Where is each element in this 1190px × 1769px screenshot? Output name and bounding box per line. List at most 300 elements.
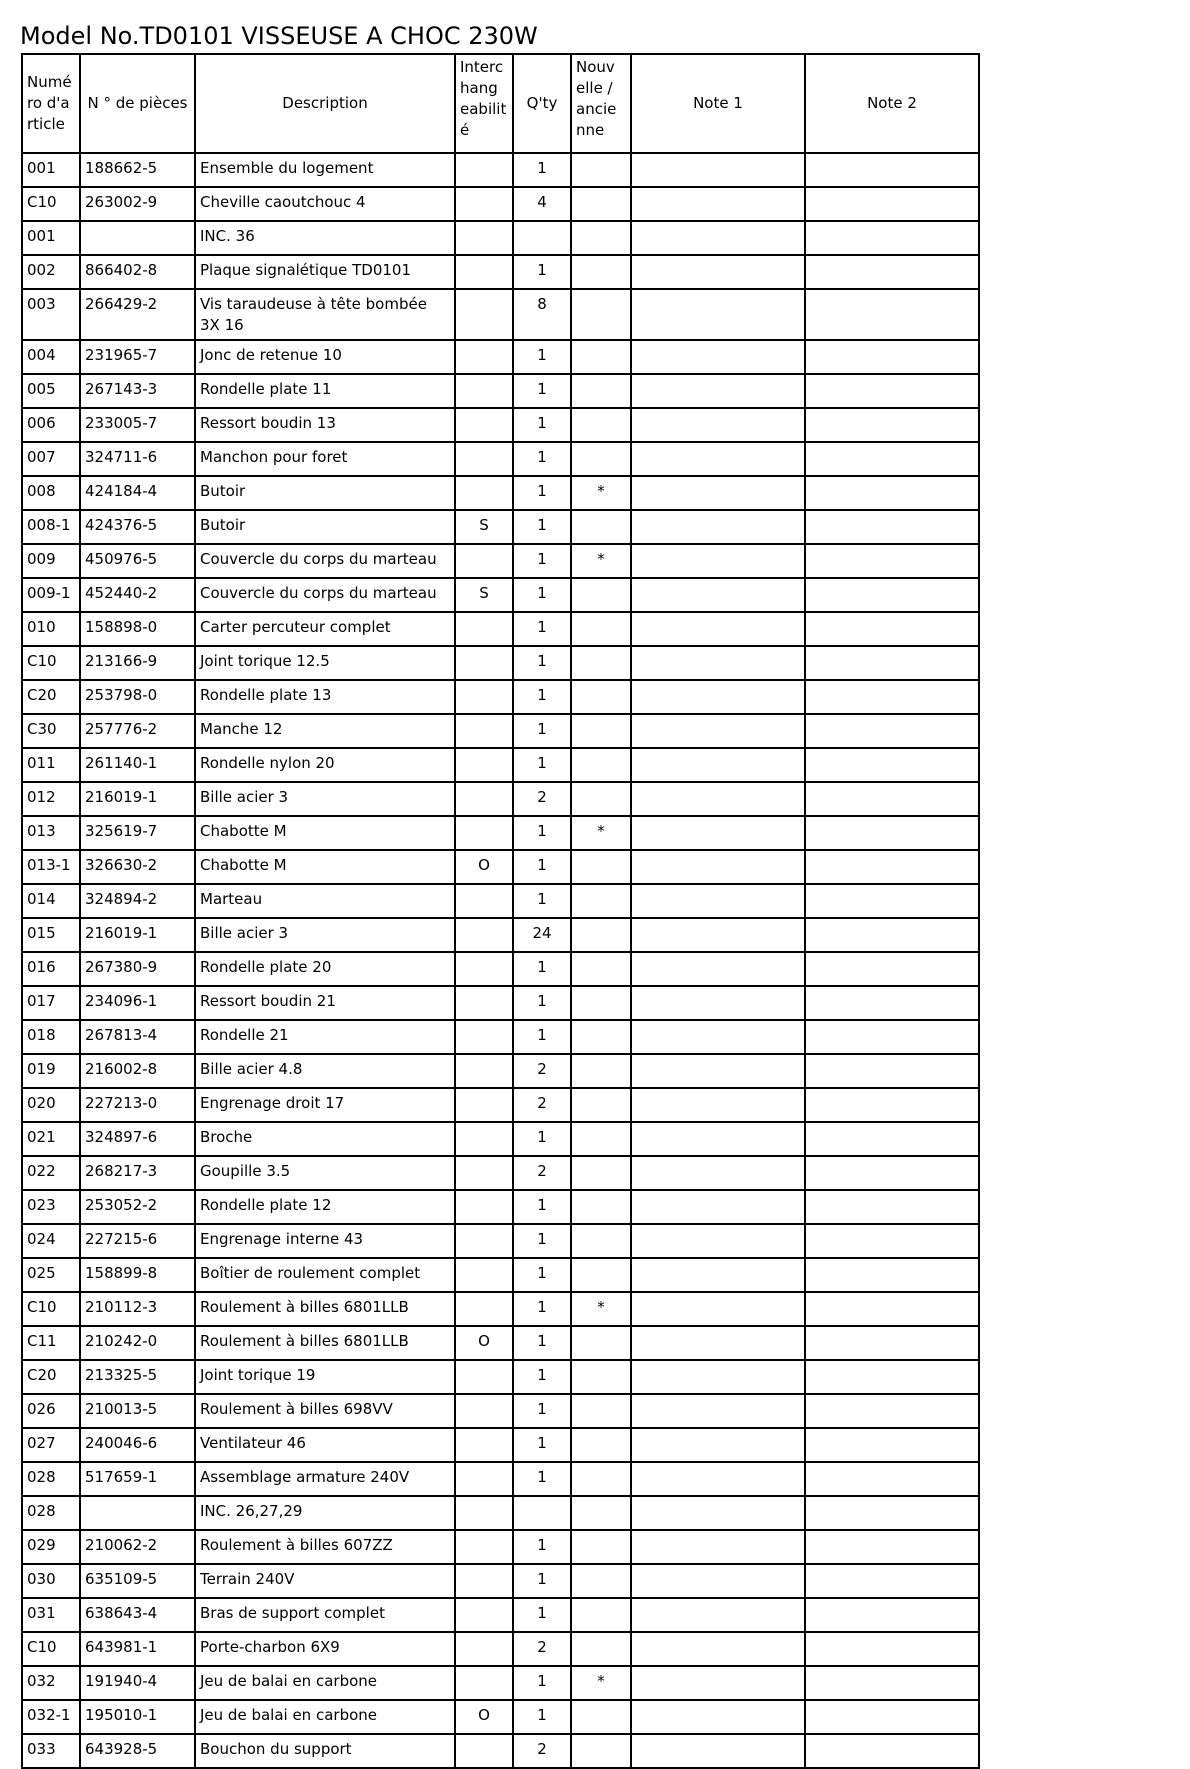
cell-description: Boîtier de roulement complet [195, 1258, 455, 1292]
cell-part-number: 324711-6 [80, 442, 195, 476]
cell-note-2 [805, 1734, 979, 1768]
cell-note-1 [631, 1496, 805, 1530]
cell-part-number: 216019-1 [80, 918, 195, 952]
cell-interchangeability [455, 986, 513, 1020]
cell-item-number: 013-1 [22, 850, 80, 884]
cell-description: Chabotte M [195, 850, 455, 884]
cell-quantity: 1 [513, 646, 571, 680]
cell-item-number: 030 [22, 1564, 80, 1598]
table-row [22, 1700, 979, 1734]
cell-note-1 [631, 221, 805, 255]
cell-interchangeability [455, 782, 513, 816]
cell-description: Jeu de balai en carbone [195, 1666, 455, 1700]
table-row [22, 1462, 979, 1496]
table-row [22, 612, 979, 646]
cell-new-old [571, 612, 631, 646]
cell-interchangeability [455, 748, 513, 782]
cell-new-old [571, 408, 631, 442]
cell-note-2 [805, 884, 979, 918]
cell-quantity: 1 [513, 255, 571, 289]
cell-note-2 [805, 646, 979, 680]
cell-quantity: 1 [513, 680, 571, 714]
cell-new-old [571, 1224, 631, 1258]
cell-note-2 [805, 816, 979, 850]
cell-part-number: 517659-1 [80, 1462, 195, 1496]
table-row [22, 340, 979, 374]
cell-description: Engrenage droit 17 [195, 1088, 455, 1122]
cell-item-number: 002 [22, 255, 80, 289]
cell-new-old [571, 1258, 631, 1292]
cell-item-number: 014 [22, 884, 80, 918]
cell-part-number: 210062-2 [80, 1530, 195, 1564]
cell-interchangeability [455, 1224, 513, 1258]
table-row [22, 1088, 979, 1122]
table-row [22, 544, 979, 578]
cell-quantity: 1 [513, 1326, 571, 1360]
cell-item-number: 023 [22, 1190, 80, 1224]
cell-description: Broche [195, 1122, 455, 1156]
cell-note-2 [805, 1700, 979, 1734]
cell-note-1 [631, 187, 805, 221]
cell-new-old [571, 748, 631, 782]
cell-note-1 [631, 612, 805, 646]
cell-interchangeability [455, 816, 513, 850]
cell-note-2 [805, 1122, 979, 1156]
cell-interchangeability [455, 680, 513, 714]
cell-note-1 [631, 1700, 805, 1734]
cell-interchangeability [455, 1360, 513, 1394]
cell-note-2 [805, 680, 979, 714]
table-row [22, 646, 979, 680]
cell-new-old: * [571, 476, 631, 510]
cell-part-number: 216002-8 [80, 1054, 195, 1088]
cell-interchangeability [455, 1190, 513, 1224]
cell-interchangeability [455, 952, 513, 986]
cell-note-2 [805, 578, 979, 612]
cell-item-number: C10 [22, 1292, 80, 1326]
cell-description: Marteau [195, 884, 455, 918]
table-row [22, 187, 979, 221]
cell-interchangeability [455, 1428, 513, 1462]
table-row [22, 510, 979, 544]
cell-description: Joint torique 19 [195, 1360, 455, 1394]
cell-part-number: 210112-3 [80, 1292, 195, 1326]
cell-quantity: 1 [513, 748, 571, 782]
cell-note-1 [631, 476, 805, 510]
cell-quantity: 1 [513, 1122, 571, 1156]
table-row [22, 1394, 979, 1428]
cell-quantity [513, 221, 571, 255]
cell-note-2 [805, 510, 979, 544]
cell-item-number: 026 [22, 1394, 80, 1428]
header-part-number: N ° de pièces [80, 54, 195, 153]
cell-new-old [571, 340, 631, 374]
cell-note-1 [631, 816, 805, 850]
cell-description: Rondelle plate 13 [195, 680, 455, 714]
cell-description: INC. 36 [195, 221, 455, 255]
cell-note-1 [631, 578, 805, 612]
cell-description: Bille acier 3 [195, 782, 455, 816]
cell-interchangeability [455, 153, 513, 187]
cell-note-1 [631, 1428, 805, 1462]
header-row [22, 54, 979, 153]
cell-description: Jeu de balai en carbone [195, 1700, 455, 1734]
header-item-number: Numé ro d'a rticle [22, 54, 80, 153]
cell-description: Bouchon du support [195, 1734, 455, 1768]
cell-interchangeability [455, 340, 513, 374]
cell-interchangeability [455, 918, 513, 952]
parts-table [21, 53, 980, 1769]
cell-item-number: 024 [22, 1224, 80, 1258]
cell-part-number: 240046-6 [80, 1428, 195, 1462]
cell-note-2 [805, 1360, 979, 1394]
cell-note-1 [631, 1292, 805, 1326]
cell-part-number: 452440-2 [80, 578, 195, 612]
cell-note-2 [805, 1598, 979, 1632]
cell-item-number: 018 [22, 1020, 80, 1054]
cell-quantity: 4 [513, 187, 571, 221]
cell-interchangeability [455, 1258, 513, 1292]
cell-note-2 [805, 1394, 979, 1428]
cell-item-number: C20 [22, 1360, 80, 1394]
cell-item-number: 008-1 [22, 510, 80, 544]
cell-new-old [571, 1734, 631, 1768]
cell-quantity: 1 [513, 1598, 571, 1632]
cell-new-old [571, 1496, 631, 1530]
cell-description: Roulement à billes 698VV [195, 1394, 455, 1428]
cell-interchangeability [455, 1122, 513, 1156]
cell-new-old [571, 1326, 631, 1360]
cell-part-number: 324894-2 [80, 884, 195, 918]
cell-note-1 [631, 1326, 805, 1360]
cell-item-number: 020 [22, 1088, 80, 1122]
cell-item-number: 021 [22, 1122, 80, 1156]
cell-description: Rondelle plate 12 [195, 1190, 455, 1224]
cell-description: Ensemble du logement [195, 153, 455, 187]
table-row [22, 1122, 979, 1156]
cell-interchangeability [455, 1292, 513, 1326]
cell-note-2 [805, 1632, 979, 1666]
cell-note-1 [631, 1360, 805, 1394]
header-note-2: Note 2 [805, 54, 979, 153]
table-row [22, 884, 979, 918]
cell-new-old [571, 1122, 631, 1156]
cell-note-2 [805, 918, 979, 952]
cell-item-number: C10 [22, 1632, 80, 1666]
table-row [22, 1224, 979, 1258]
table-row [22, 918, 979, 952]
cell-note-1 [631, 374, 805, 408]
cell-part-number: 866402-8 [80, 255, 195, 289]
cell-interchangeability [455, 374, 513, 408]
cell-note-1 [631, 646, 805, 680]
cell-description: Butoir [195, 510, 455, 544]
cell-part-number: 191940-4 [80, 1666, 195, 1700]
cell-item-number: 028 [22, 1496, 80, 1530]
cell-item-number: 001 [22, 153, 80, 187]
cell-item-number: 004 [22, 340, 80, 374]
cell-description: Bras de support complet [195, 1598, 455, 1632]
cell-description: Jonc de retenue 10 [195, 340, 455, 374]
cell-note-2 [805, 1054, 979, 1088]
table-row [22, 1190, 979, 1224]
cell-note-2 [805, 187, 979, 221]
cell-quantity: 1 [513, 1564, 571, 1598]
cell-part-number [80, 1496, 195, 1530]
cell-item-number: 010 [22, 612, 80, 646]
cell-quantity: 1 [513, 986, 571, 1020]
cell-item-number: 009 [22, 544, 80, 578]
cell-item-number: 007 [22, 442, 80, 476]
cell-description: Cheville caoutchouc 4 [195, 187, 455, 221]
cell-interchangeability [455, 1530, 513, 1564]
cell-description: Manche 12 [195, 714, 455, 748]
cell-new-old: * [571, 1292, 631, 1326]
cell-description: Porte-charbon 6X9 [195, 1632, 455, 1666]
cell-note-1 [631, 442, 805, 476]
table-row [22, 578, 979, 612]
cell-quantity: 2 [513, 1734, 571, 1768]
table-row [22, 986, 979, 1020]
cell-part-number: 326630-2 [80, 850, 195, 884]
cell-description: Bille acier 3 [195, 918, 455, 952]
table-row [22, 289, 979, 340]
header-quantity: Q'ty [513, 54, 571, 153]
cell-quantity: 1 [513, 1462, 571, 1496]
table-row [22, 1156, 979, 1190]
cell-note-2 [805, 1156, 979, 1190]
cell-part-number: 233005-7 [80, 408, 195, 442]
cell-quantity: 1 [513, 544, 571, 578]
cell-part-number: 227215-6 [80, 1224, 195, 1258]
cell-part-number: 325619-7 [80, 816, 195, 850]
cell-description: Goupille 3.5 [195, 1156, 455, 1190]
cell-interchangeability [455, 1020, 513, 1054]
cell-part-number: 424184-4 [80, 476, 195, 510]
cell-note-1 [631, 1632, 805, 1666]
cell-note-2 [805, 153, 979, 187]
cell-interchangeability [455, 187, 513, 221]
cell-interchangeability: S [455, 510, 513, 544]
header-note-1: Note 1 [631, 54, 805, 153]
cell-quantity: 1 [513, 1666, 571, 1700]
cell-part-number: 267380-9 [80, 952, 195, 986]
cell-quantity: 1 [513, 1020, 571, 1054]
table-row [22, 1020, 979, 1054]
cell-interchangeability [455, 1156, 513, 1190]
cell-part-number [80, 221, 195, 255]
cell-quantity: 1 [513, 374, 571, 408]
cell-part-number: 231965-7 [80, 340, 195, 374]
cell-note-2 [805, 1530, 979, 1564]
cell-part-number: 257776-2 [80, 714, 195, 748]
cell-description: Rondelle plate 20 [195, 952, 455, 986]
cell-note-2 [805, 1292, 979, 1326]
cell-item-number: 025 [22, 1258, 80, 1292]
cell-new-old [571, 1156, 631, 1190]
cell-interchangeability: O [455, 1700, 513, 1734]
cell-description: Butoir [195, 476, 455, 510]
table-row [22, 952, 979, 986]
cell-note-1 [631, 918, 805, 952]
cell-quantity: 1 [513, 510, 571, 544]
table-row [22, 1428, 979, 1462]
cell-new-old [571, 442, 631, 476]
cell-interchangeability [455, 884, 513, 918]
cell-note-1 [631, 680, 805, 714]
cell-new-old [571, 255, 631, 289]
cell-note-1 [631, 1190, 805, 1224]
cell-quantity [513, 1496, 571, 1530]
cell-note-2 [805, 986, 979, 1020]
cell-note-2 [805, 1258, 979, 1292]
cell-note-1 [631, 782, 805, 816]
cell-quantity: 2 [513, 782, 571, 816]
cell-new-old [571, 1632, 631, 1666]
cell-quantity: 1 [513, 850, 571, 884]
table-row [22, 1292, 979, 1326]
cell-note-1 [631, 1666, 805, 1700]
cell-note-1 [631, 1054, 805, 1088]
cell-interchangeability [455, 1734, 513, 1768]
table-row [22, 1598, 979, 1632]
cell-part-number: 424376-5 [80, 510, 195, 544]
cell-new-old [571, 646, 631, 680]
cell-item-number: 011 [22, 748, 80, 782]
cell-item-number: 027 [22, 1428, 80, 1462]
cell-new-old [571, 680, 631, 714]
cell-quantity: 1 [513, 1530, 571, 1564]
cell-description: Ventilateur 46 [195, 1428, 455, 1462]
cell-note-1 [631, 510, 805, 544]
cell-interchangeability: O [455, 850, 513, 884]
cell-description: Couvercle du corps du marteau [195, 578, 455, 612]
cell-new-old [571, 986, 631, 1020]
table-row [22, 850, 979, 884]
cell-new-old [571, 578, 631, 612]
cell-quantity: 24 [513, 918, 571, 952]
cell-quantity: 1 [513, 1394, 571, 1428]
table-row [22, 1054, 979, 1088]
cell-quantity: 2 [513, 1054, 571, 1088]
cell-part-number: 324897-6 [80, 1122, 195, 1156]
cell-part-number: 638643-4 [80, 1598, 195, 1632]
cell-note-2 [805, 1020, 979, 1054]
cell-quantity: 2 [513, 1088, 571, 1122]
cell-item-number: C20 [22, 680, 80, 714]
cell-note-2 [805, 544, 979, 578]
table-row [22, 782, 979, 816]
cell-quantity: 8 [513, 289, 571, 340]
cell-note-1 [631, 255, 805, 289]
cell-part-number: 268217-3 [80, 1156, 195, 1190]
table-row [22, 221, 979, 255]
cell-new-old: * [571, 1666, 631, 1700]
cell-description: Rondelle plate 11 [195, 374, 455, 408]
cell-note-1 [631, 544, 805, 578]
cell-note-2 [805, 612, 979, 646]
cell-quantity: 1 [513, 1292, 571, 1326]
cell-note-2 [805, 1428, 979, 1462]
table-row [22, 255, 979, 289]
cell-interchangeability [455, 476, 513, 510]
cell-note-2 [805, 1462, 979, 1496]
cell-quantity: 1 [513, 1428, 571, 1462]
table-row [22, 476, 979, 510]
cell-interchangeability [455, 1054, 513, 1088]
table-row [22, 680, 979, 714]
cell-new-old [571, 289, 631, 340]
cell-note-2 [805, 1088, 979, 1122]
cell-note-2 [805, 782, 979, 816]
cell-note-1 [631, 748, 805, 782]
cell-part-number: 635109-5 [80, 1564, 195, 1598]
cell-description: Roulement à billes 6801LLB [195, 1326, 455, 1360]
cell-part-number: 266429-2 [80, 289, 195, 340]
page-title: Model No.TD0101 VISSEUSE A CHOC 230W [20, 22, 538, 50]
cell-new-old: * [571, 544, 631, 578]
cell-note-1 [631, 884, 805, 918]
cell-note-1 [631, 1156, 805, 1190]
cell-description: Engrenage interne 43 [195, 1224, 455, 1258]
cell-note-2 [805, 714, 979, 748]
table-row [22, 714, 979, 748]
cell-quantity: 1 [513, 952, 571, 986]
table-row [22, 442, 979, 476]
cell-item-number: 008 [22, 476, 80, 510]
cell-description: Bille acier 4.8 [195, 1054, 455, 1088]
table-row [22, 1530, 979, 1564]
cell-interchangeability [455, 1666, 513, 1700]
cell-note-1 [631, 952, 805, 986]
cell-new-old [571, 1700, 631, 1734]
table-row [22, 1360, 979, 1394]
cell-note-2 [805, 1564, 979, 1598]
cell-interchangeability [455, 1564, 513, 1598]
cell-part-number: 227213-0 [80, 1088, 195, 1122]
cell-new-old [571, 153, 631, 187]
table-row [22, 408, 979, 442]
cell-new-old [571, 1088, 631, 1122]
cell-part-number: 216019-1 [80, 782, 195, 816]
cell-item-number: 022 [22, 1156, 80, 1190]
cell-quantity: 1 [513, 1190, 571, 1224]
cell-item-number: 017 [22, 986, 80, 1020]
cell-description: Roulement à billes 6801LLB [195, 1292, 455, 1326]
cell-quantity: 1 [513, 153, 571, 187]
cell-item-number: 009-1 [22, 578, 80, 612]
cell-part-number: 643928-5 [80, 1734, 195, 1768]
cell-description: Carter percuteur complet [195, 612, 455, 646]
header-interchangeability: Interc hang eabilit é [455, 54, 513, 153]
cell-quantity: 1 [513, 884, 571, 918]
cell-part-number: 643981-1 [80, 1632, 195, 1666]
cell-part-number: 450976-5 [80, 544, 195, 578]
table-row [22, 1326, 979, 1360]
cell-part-number: 213166-9 [80, 646, 195, 680]
cell-new-old [571, 1462, 631, 1496]
cell-note-2 [805, 255, 979, 289]
cell-new-old [571, 1054, 631, 1088]
cell-interchangeability [455, 1462, 513, 1496]
cell-new-old [571, 918, 631, 952]
cell-new-old [571, 1428, 631, 1462]
cell-note-1 [631, 1122, 805, 1156]
cell-note-2 [805, 374, 979, 408]
header-description: Description [195, 54, 455, 153]
cell-note-2 [805, 408, 979, 442]
cell-part-number: 234096-1 [80, 986, 195, 1020]
